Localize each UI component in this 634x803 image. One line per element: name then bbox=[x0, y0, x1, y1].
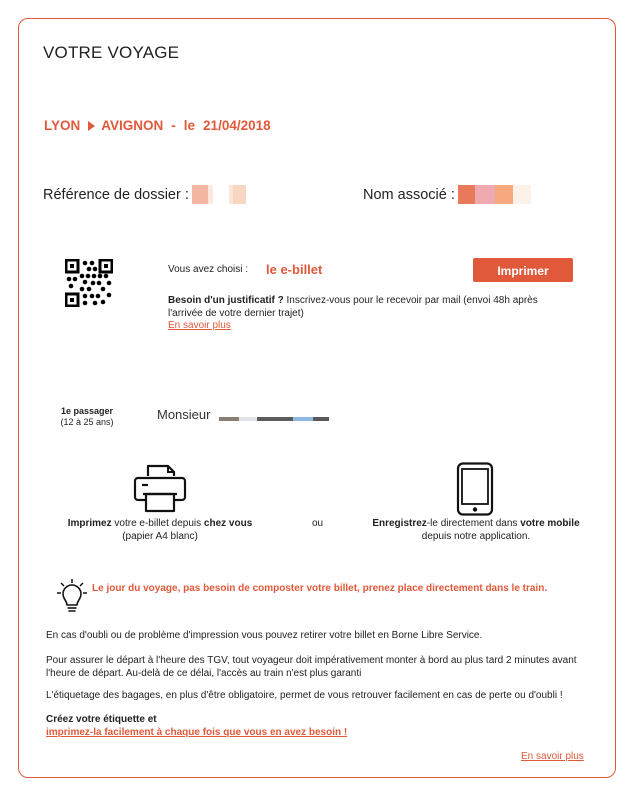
mobile-phone-icon bbox=[456, 462, 494, 516]
info-boarding: Pour assurer le départ à l'heure des TGV, tout voyageur doit impérativement monter à bord au plus tard 2 minutes avant l'heure de départ. Au-delà de ce délai, l'accès au train n'est plus garanti bbox=[46, 655, 577, 679]
justificatif-detail: Inscrivez-vous pour le recevoir par mail (envoi 48h après l'arrivée de votre dernier trajet) bbox=[168, 295, 538, 319]
print-option-mid: votre e-billet depuis bbox=[111, 518, 204, 529]
chosen-value: le e-billet bbox=[266, 262, 323, 277]
reference-row bbox=[43, 185, 246, 204]
print-label-link[interactable]: imprimez-la facilement à chaque fois que vous en avez besoin ! bbox=[46, 727, 348, 738]
or-separator: ou bbox=[312, 518, 324, 529]
passenger-info bbox=[54, 406, 120, 428]
chosen-label: Vous avez choisi : bbox=[168, 264, 249, 275]
route-destination: AVIGNON bbox=[101, 118, 164, 133]
learn-more-link[interactable]: En savoir plus bbox=[168, 320, 231, 331]
reference-label: Référence de dossier : bbox=[43, 186, 189, 203]
mobile-option-text bbox=[356, 518, 596, 543]
mobile-option-mid: -le directement dans bbox=[426, 518, 521, 529]
qr-code-icon bbox=[65, 259, 113, 307]
play-arrow-icon bbox=[88, 121, 95, 131]
mobile-option-bold2: votre mobile bbox=[520, 518, 580, 529]
passenger-redacted-name bbox=[219, 417, 329, 421]
route-date: 21/04/2018 bbox=[203, 118, 271, 133]
associated-name-label: Nom associé : bbox=[363, 186, 455, 203]
print-option-bold: Imprimez bbox=[67, 518, 112, 529]
page-title: VOTRE VOYAGE bbox=[43, 43, 180, 62]
learn-more-bottom-link[interactable]: En savoir plus bbox=[521, 751, 584, 762]
route-dash: - bbox=[171, 118, 176, 133]
route-origin: LYON bbox=[44, 118, 81, 133]
print-option-sub: (papier A4 blanc) bbox=[122, 530, 198, 542]
justificatif-bold: Besoin d'un justificatif ? bbox=[168, 295, 284, 306]
reference-redacted-value bbox=[192, 185, 246, 204]
mobile-option-sub: depuis notre application. bbox=[421, 530, 531, 542]
info-reprint: En cas d'oubli ou de problème d'impression vous pouvez retirer votre billet en Borne Libre Service. bbox=[46, 630, 483, 641]
travel-tip: Le jour du voyage, pas besoin de composter votre billet, prenez place directement dans le train. bbox=[92, 583, 548, 594]
create-label-text: Créez votre étiquette et bbox=[46, 714, 157, 725]
mobile-option-bold: Enregistrez bbox=[372, 518, 427, 529]
lightbulb-icon bbox=[56, 578, 88, 614]
route-line bbox=[44, 118, 271, 133]
print-option-bold2: chez vous bbox=[203, 518, 253, 529]
info-luggage: L'étiquetage des bagages, en plus d'être obligatoire, permet de vous retrouver facilement en cas de perte ou d'oubli ! bbox=[46, 690, 563, 701]
print-option-text bbox=[53, 518, 267, 543]
associated-name-redacted-value bbox=[458, 185, 531, 204]
justificatif-text bbox=[168, 295, 568, 320]
associated-name-row bbox=[363, 185, 531, 204]
passenger-ordinal: 1e passager bbox=[60, 406, 114, 416]
passenger-age: (12 à 25 ans) bbox=[60, 417, 114, 427]
passenger-civility: Monsieur bbox=[157, 407, 211, 422]
route-date-prefix: le bbox=[183, 118, 196, 133]
printer-icon bbox=[133, 464, 187, 514]
print-button[interactable]: Imprimer bbox=[473, 258, 573, 282]
